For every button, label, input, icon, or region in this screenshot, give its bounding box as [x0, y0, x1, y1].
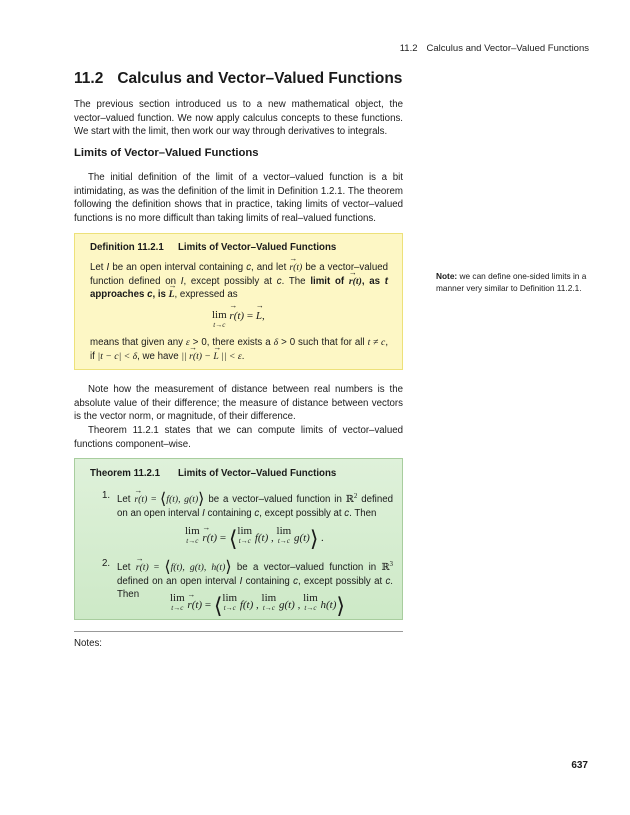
paragraph-distance: Note how the measurement of distance between real numbers is the absolute value of their difference; the measure of distance between vectors is the vector norm, or magnitude, of their difference. [74, 384, 403, 423]
theorem-box [74, 458, 403, 620]
margin-note-label: Note: [436, 271, 458, 281]
margin-note-text: we can define one-sided limits in a manner very similar to Definition 11.2.1. [436, 271, 587, 293]
theorem-item-2: Let → r(t) = ⟨f(t), g(t), h(t)⟩ be a vector–valued function in ℝ$^3$ defined on an open interval I containing c, except possibly at c. Then [117, 558, 393, 602]
theorem-title: Limits of Vector–Valued Functions [178, 468, 337, 479]
section-title [74, 70, 402, 88]
section-number: 11.2 [74, 70, 104, 87]
running-head [391, 43, 589, 54]
theorem-item-2-equation: lim t→c → r(t) = ⟨lim t→c f(t) , lim t→c g(t) , lim t→c h(t)⟩ [170, 593, 345, 619]
section-title-text: Calculus and Vector–Valued Functions [117, 70, 403, 87]
running-head-title: Calculus and Vector–Valued Functions [426, 43, 589, 54]
definition-limit-equation: lim t→c → r(t) = → L, [212, 310, 265, 329]
definition-title: Limits of Vector–Valued Functions [178, 242, 337, 253]
theorem-item-1-equation: lim t→c → r(t) = ⟨lim t→c f(t) , lim t→c g(t)⟩ . [185, 526, 324, 552]
definition-epsilon-delta: means that given any ε > 0, there exists a δ > 0 such that for all t ≠ c, if |t − c| < δ, we have || → r(t) − → L || < ε. [90, 336, 388, 363]
subsection-title: Limits of Vector–Valued Functions [74, 147, 259, 159]
theorem-item-1: Let → r(t) = ⟨f(t), g(t)⟩ be a vector–valued function in ℝ$^2$ defined on an open interval I containing c, except possibly at c. Then [117, 490, 393, 520]
paragraph-definition-intro: The initial definition of the limit of a vector–valued function is a bit intimidating, as was the definition of the limit in Definition 1.2.1. The theorem following the definition shows that in practice, taking limits of vector–valued functions is no more difficult than taking limits of real–valued functions. [74, 172, 403, 224]
theorem-item-2-number: 2. [102, 558, 111, 569]
margin-note [436, 271, 596, 295]
running-head-section: 11.2 [399, 43, 418, 54]
notes-divider [74, 631, 403, 632]
paragraph-componentwise: Theorem 11.2.1 states that we can compute limits of vector–valued functions component–wise. [74, 425, 403, 450]
definition-label: Definition 11.2.1 [90, 242, 164, 253]
theorem-label: Theorem 11.2.1 [90, 468, 161, 479]
theorem-heading [90, 468, 336, 479]
intro-paragraph: The previous section introduced us to a new mathematical object, the vector–valued function. We now apply calculus concepts to these functions. We start with the limit, then work our way through derivatives to integrals. [74, 99, 403, 138]
definition-heading [90, 242, 336, 253]
page-number: 637 [571, 760, 588, 771]
definition-statement: Let I be an open interval containing c, and let → r(t) be a vector–valued function defined on I, except possibly at c. The limit of → r(t), as t approaches c, is → L, expressed as [90, 261, 388, 302]
notes-label: Notes: [74, 638, 102, 649]
definition-box [74, 233, 403, 370]
theorem-item-1-number: 1. [102, 490, 111, 501]
